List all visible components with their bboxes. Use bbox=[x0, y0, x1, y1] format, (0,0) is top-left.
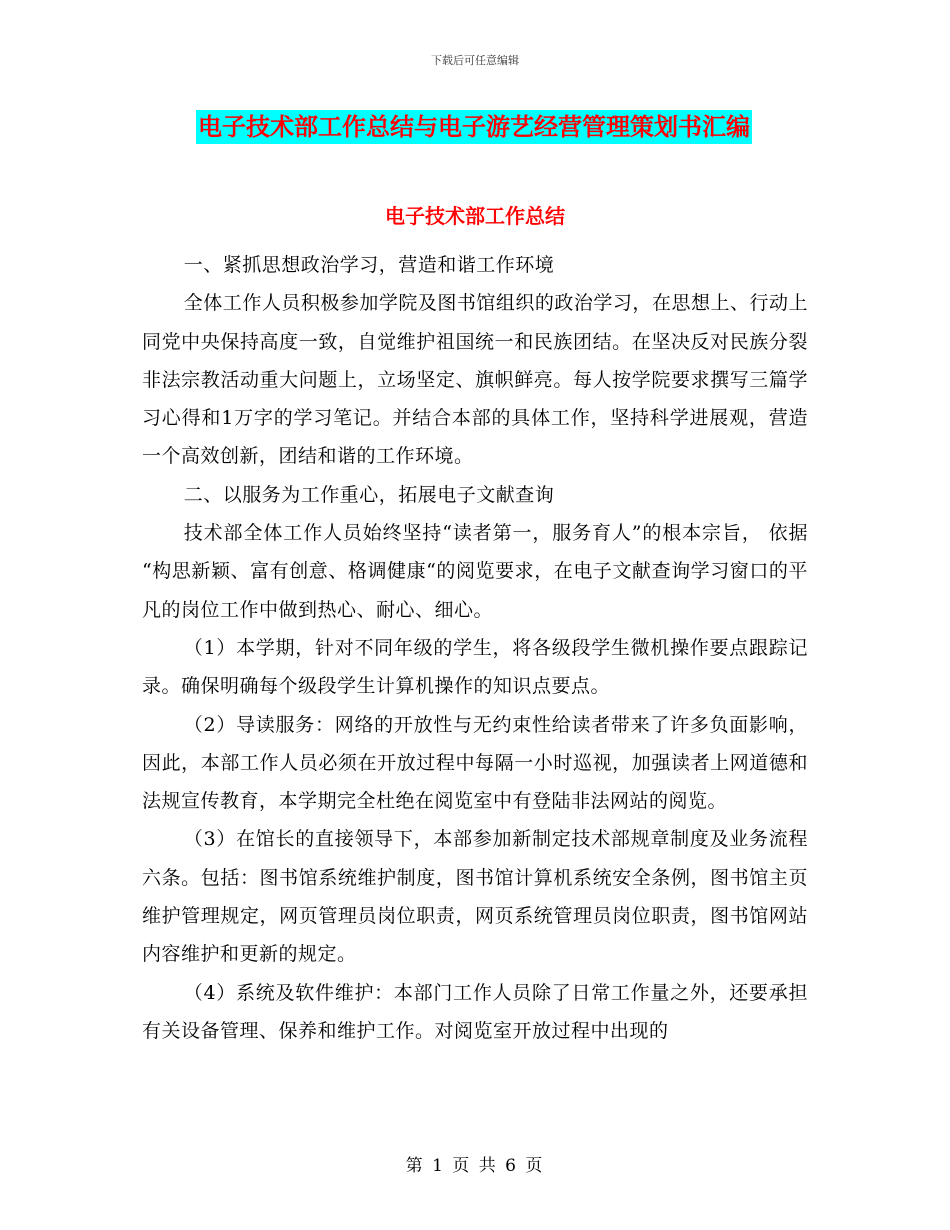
list-paragraph-1: （1）本学期，针对不同年级的学生，将各级段学生微机操作要点跟踪记录。确保明确每个级段学生计算机操作的知识点要点。 bbox=[142, 636, 808, 698]
heading-paragraph-1: 一、紧抓思想政治学习，营造和谐工作环境 bbox=[183, 254, 555, 276]
list-paragraph-4: （4）系统及软件维护：本部门工作人员除了日常工作量之外，还要承担有关设备管理、保养和维护工作。对阅览室开放过程中出现的 bbox=[142, 981, 808, 1042]
document-body bbox=[142, 246, 808, 1050]
body-paragraph: 全体工作人员积极参加学院及图书馆组织的政治学习，在思想上、行动上同党中央保持高度一致，自觉维护祖国统一和民族团结。在坚决反对民族分裂非法宗教活动重大问题上，立场坚定、旗帜鲜亮。每人按学院要求撰写三篇学习心得和1万字的学习笔记。并结合本部的具体工作，坚持科学进展观，营造一个高效创新，团结和谐的工作环境。 bbox=[142, 292, 808, 468]
document-title: 电子技术部工作总结与电子游艺经营管理策划书汇编 bbox=[196, 110, 752, 144]
heading-paragraph-2: 二、以服务为工作重心，拓展电子文献查询 bbox=[183, 483, 555, 506]
header-note: 下载后可任意编辑 bbox=[431, 54, 519, 67]
list-paragraph-2: （2）导读服务：网络的开放性与无约束性给读者带来了许多负面影响，因此，本部工作人员必须在开放过程中每隔一小时巡视，加强读者上网道德和法规宣传教育，本学期完全杜绝在阅览室中有登陆非法网站的阅览。 bbox=[142, 713, 808, 813]
list-paragraph-3: （3）在馆长的直接领导下，本部参加新制定技术部规章制度及业务流程六条。包括：图书馆系统维护制度，图书馆计算机系统安全条例，图书馆主页维护管理规定，网页管理员岗位职责，网页系统管理员岗位职责，图书馆网站内容维护和更新的规定。 bbox=[142, 828, 808, 966]
body-paragraph: 技术部全体工作人员始终坚持“读者第一，服务育人”的根本宗旨， 依据 “构思新颖、富有创意、格调健康“的阅览要求，在电子文献查询学习窗口的平凡的岗位工作中做到热心、耐心、细心。 bbox=[142, 522, 808, 621]
section-title: 电子技术部工作总结 bbox=[385, 204, 565, 228]
page-footer: 第 1 页 共 6 页 bbox=[405, 1156, 545, 1176]
